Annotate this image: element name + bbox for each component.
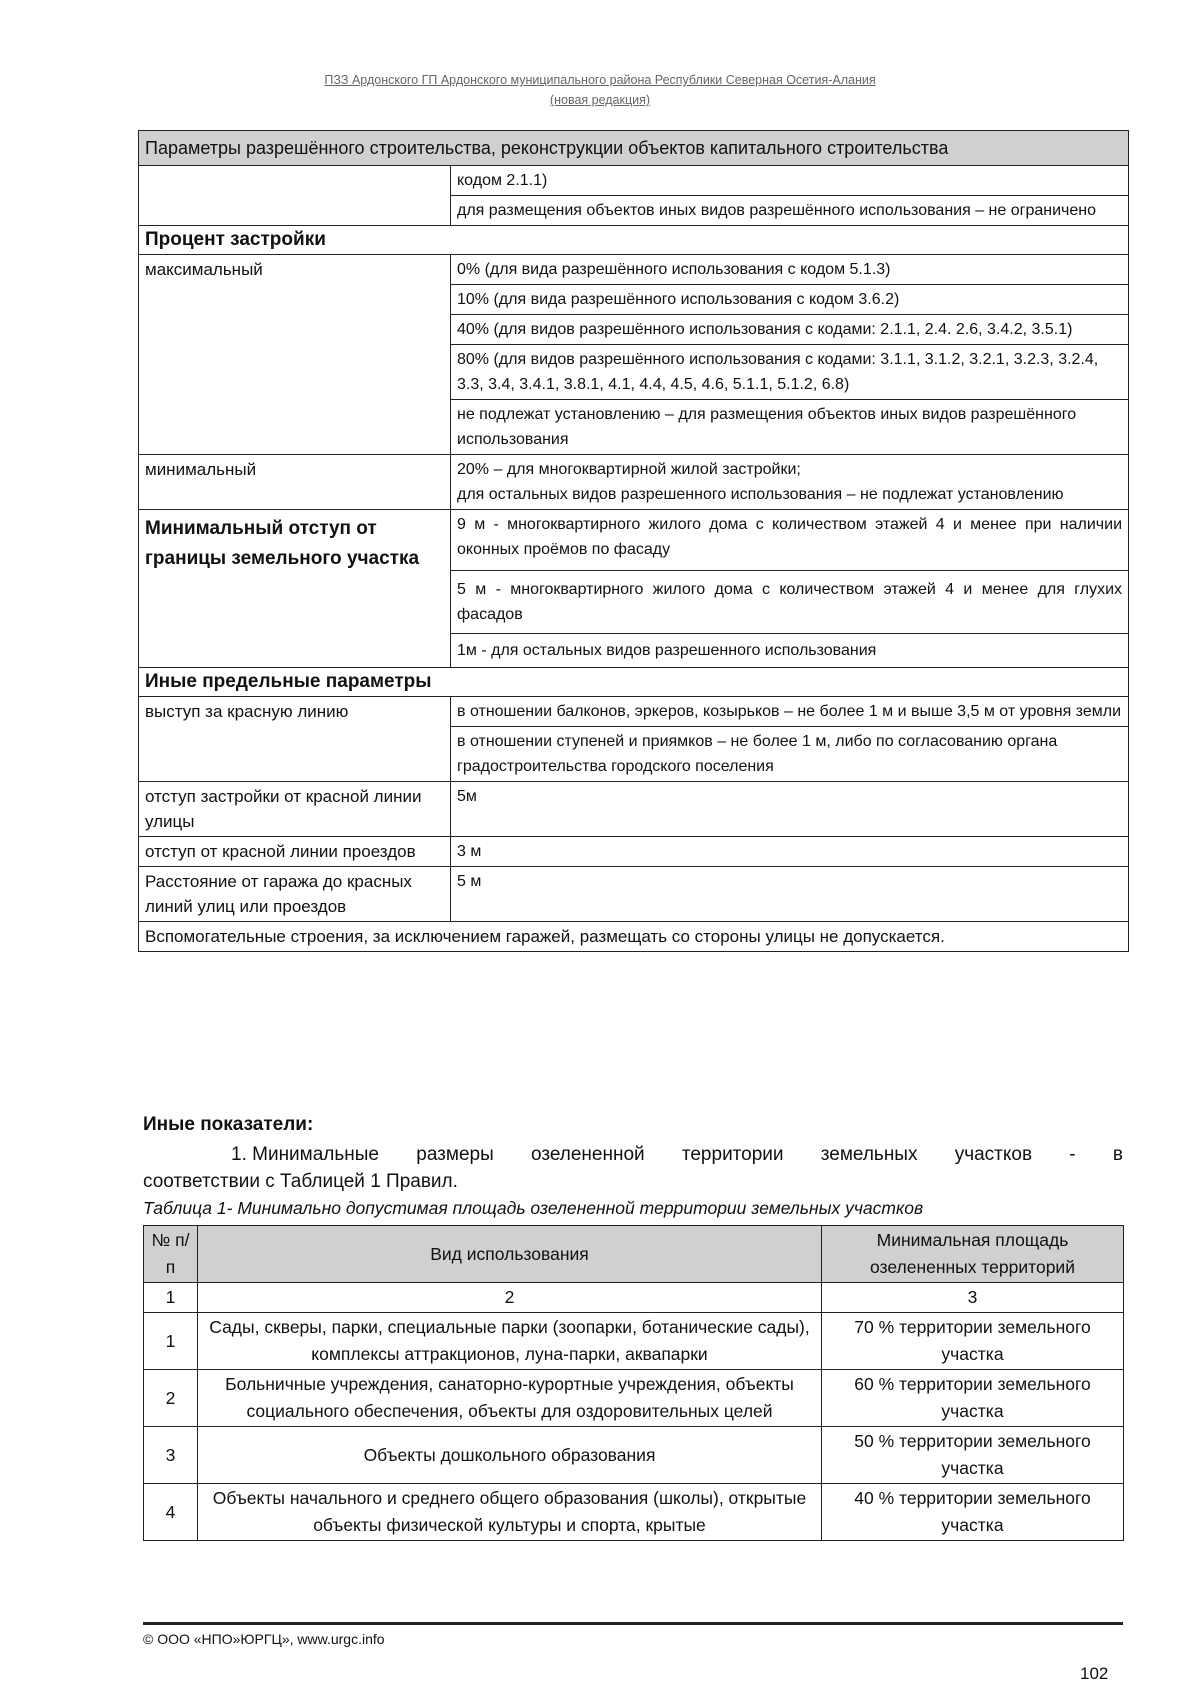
paragraph-word: - [1069,1144,1076,1165]
table1-row-area: 50 % территории земельного участка [822,1427,1124,1484]
params-table-footer-note: Вспомогательные строения, за исключением гаражей, размещать со стороны улицы не допускается. [139,922,1129,952]
built-percent-max-value: 0% (для вида разрешённого использования с кодом 5.1.3) [451,255,1129,285]
table1-row-use: Объекты дошкольного образования [198,1427,822,1484]
paragraph-word: 1. Минимальные [231,1144,380,1165]
footer-divider [143,1622,1123,1625]
paragraph-word: размеры [416,1144,494,1165]
paragraph-word: в [1112,1144,1123,1165]
other-limits-label: отступ от красной линии проездов [139,837,451,867]
table-row [144,1427,1124,1484]
other-limits-value: в отношении ступеней и приямков – не более 1 м, либо по согласованию органа градостроительства городского поселения [451,727,1129,782]
min-indent-value: 5 м - многоквартирного жилого дома с количеством этажей 4 и менее для глухих фасадов [451,571,1129,634]
table-row [144,1484,1124,1541]
built-percent-min-value [451,455,1129,510]
built-percent-max-value: 10% (для вида разрешённого использования с кодом 3.6.2) [451,285,1129,315]
built-percent-max-value: 80% (для видов разрешённого использования с кодами: 3.1.1, 3.1.2, 3.2.1, 3.2.3, 3.2.4, 3.3, 3.4, 3.4.1, 3.8.1, 4.1, 4.4, 4.5, 4.6, 5.1.1, 5.1.2, 6.8) [451,345,1129,400]
running-header-edition: (новая редакция) [549,93,651,107]
running-header-title: ПЗЗ Ардонского ГП Ардонского муниципального района Республики Северная Осетия-Алания [324,73,876,87]
min-indent-value: 1м - для остальных видов разрешенного использования [451,634,1129,668]
table1-row-number: 3 [144,1427,198,1484]
other-limits-label: выступ за красную линию [139,697,451,782]
other-indicators-paragraph [143,1141,1123,1195]
other-limits-value: 5 м [451,867,1129,922]
min-indent-label: Минимальный отступ от границы земельного участка [139,510,451,668]
footer-copyright: © ООО «НПО»ЮРГЦ», www.urgc.info [143,1631,385,1647]
table1-header-number: № п/п [144,1226,198,1283]
green-area-table [143,1225,1124,1541]
other-limits-title: Иные предельные параметры [139,668,1129,697]
table1-row-use: Объекты начального и среднего общего образования (школы), открытые объекты физической культуры и спорта, крытые [198,1484,822,1541]
table1-row-area: 40 % территории земельного участка [822,1484,1124,1541]
built-percent-min-label: минимальный [139,455,451,510]
params-continuation-cell: кодом 2.1.1) [451,166,1129,196]
table1-row-number: 2 [144,1370,198,1427]
built-percent-min-value-line: для остальных видов разрешенного использования – не подлежат установлению [457,486,1064,503]
other-limits-label: Расстояние от гаража до красных линий улиц или проездов [139,867,451,922]
params-table-header: Параметры разрешённого строительства, реконструкции объектов капитального строительства [139,131,1129,166]
table-row [144,1313,1124,1370]
built-percent-max-value: не подлежат установлению – для размещения объектов иных видов разрешённого использования [451,400,1129,455]
other-limits-value: 5м [451,782,1129,837]
table1-row-area: 70 % территории земельного участка [822,1313,1124,1370]
table1-row-use: Сады, скверы, парки, специальные парки (зоопарки, ботанические сады), комплексы аттракционов, луна-парки, аквапарки [198,1313,822,1370]
table1-row-use: Больничные учреждения, санаторно-курортные учреждения, объекты социального обеспечения, объекты для оздоровительных целей [198,1370,822,1427]
params-other-uses-cell: для размещения объектов иных видов разрешённого использования – не ограничено [451,196,1129,226]
table1-row-area: 60 % территории земельного участка [822,1370,1124,1427]
paragraph-first-line [143,1141,1123,1168]
built-percent-max-value: 40% (для видов разрешённого использования с кодами: 2.1.1, 2.4. 2.6, 3.4.2, 3.5.1) [451,315,1129,345]
other-limits-value: 3 м [451,837,1129,867]
table1-column-number: 1 [144,1283,198,1313]
built-percent-min-value-line: 20% – для многоквартирной жилой застройки; [457,461,801,478]
other-indicators-heading: Иные показатели: [143,1114,314,1135]
table1-row-number: 1 [144,1313,198,1370]
table1-column-number: 3 [822,1283,1124,1313]
table1-header-use: Вид использования [198,1226,822,1283]
building-parameters-table [138,130,1129,952]
paragraph-word: территории [681,1144,784,1165]
table1-column-number: 2 [198,1283,822,1313]
table1-header-area: Минимальная площадь озелененных территорий [822,1226,1124,1283]
paragraph-word: озелененной [530,1144,645,1165]
paragraph-second-line: соответствии с Таблицей 1 Правил. [143,1171,458,1192]
params-empty-cell [139,166,451,226]
paragraph-word: участков [954,1144,1033,1165]
min-indent-value: 9 м - многоквартирного жилого дома с количеством этажей 4 и менее при наличии оконных проёмов по фасаду [451,510,1129,571]
other-limits-label: отступ застройки от красной линии улицы [139,782,451,837]
table1-row-number: 4 [144,1484,198,1541]
table1-caption: Таблица 1- Минимально допустимая площадь озелененной территории земельных участков [143,1198,924,1218]
table-row [144,1370,1124,1427]
other-limits-value: в отношении балконов, эркеров, козырьков – не более 1 м и выше 3,5 м от уровня земли [451,697,1129,727]
built-percent-title: Процент застройки [139,226,1129,255]
paragraph-word: земельных [820,1144,918,1165]
page-number: 102 [1080,1664,1109,1683]
built-percent-max-label: максимальный [139,255,451,455]
